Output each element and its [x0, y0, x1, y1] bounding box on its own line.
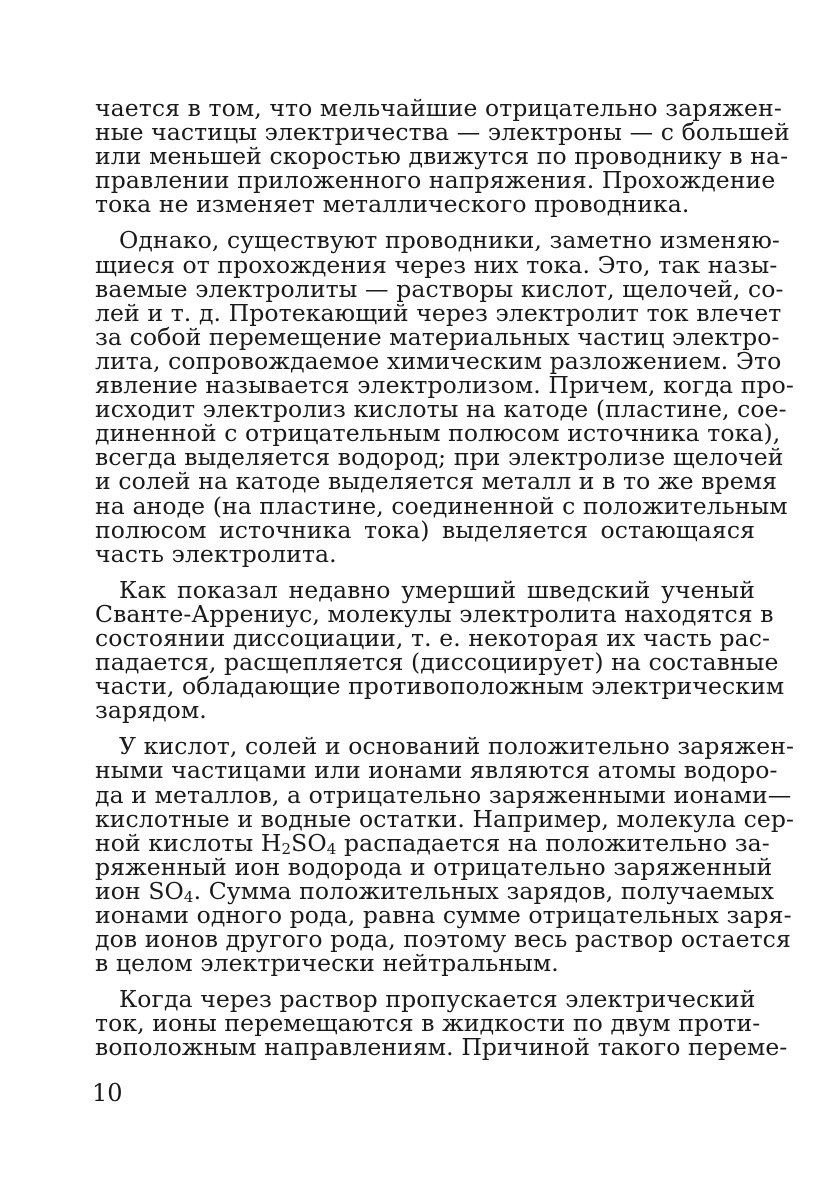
text-line: и солей на катоде выделяется металл и в то же время	[95, 467, 778, 496]
paragraph-5	[95, 985, 788, 1062]
text-line: всегда выделяется водород; при электролизе щелочей	[95, 443, 784, 472]
text-line: Когда через раствор пропускается электрический	[119, 985, 756, 1014]
text-line: правлении приложенного напряжения. Прохождение	[95, 166, 776, 195]
text-span: . Сумма положительных зарядов, получаемых	[193, 876, 775, 905]
text-line: воположным направлениям. Причиной такого переме-	[95, 1033, 788, 1062]
text-line: ток, ионы перемещаются в жидкости по двум проти-	[95, 1009, 761, 1038]
text-line: Как показал недавно умерший шведский ученый	[119, 575, 755, 604]
text-span: распадается на положительно за-	[336, 828, 770, 857]
text-line: части, обладающие противоположным электрическим	[95, 672, 785, 701]
paragraph-4	[95, 732, 795, 978]
text-line: явление называется электролизом. Причем, когда про-	[95, 371, 794, 400]
subscript: 4	[326, 839, 337, 858]
text-span: SO	[291, 828, 327, 857]
text-line: падается, расщепляется (диссоциирует) на составные	[95, 648, 779, 677]
paragraph-1	[95, 94, 790, 219]
text-span: ной кислоты H	[95, 828, 282, 857]
text-line: ионами одного рода, равна сумме отрицательных заря-	[95, 901, 792, 929]
text-line-formula	[95, 876, 775, 906]
text-line: дов ионов другого рода, поэтому весь раствор остается	[95, 925, 791, 954]
text-line: в целом электрически нейтральным.	[95, 949, 559, 978]
text-line-formula	[95, 828, 770, 858]
page-number: 10	[92, 1079, 123, 1107]
text-line: Однако, существуют проводники, заметно изменяю-	[119, 226, 780, 255]
text-line: ваемые электролиты — растворы кислот, щелочей, со-	[95, 274, 784, 303]
text-line: Сванте-Аррениус, молекулы электролита находятся в	[95, 599, 774, 628]
text-line: лита, сопровождаемое химическим разложением. Это	[95, 346, 782, 375]
page-body	[95, 94, 795, 1072]
text-line: состоянии диссоциации, т. е. некоторая их часть рас-	[95, 623, 771, 652]
text-line: исходит электролиз кислоты на катоде (пластине, сое-	[95, 395, 787, 424]
text-line: чается в том, что мельчайшие отрицательно заряжен-	[95, 94, 782, 122]
paragraph-2	[95, 226, 794, 568]
subscript: 4	[183, 887, 194, 906]
text-line: за собой перемещение материальных частиц электро-	[95, 322, 780, 351]
paragraph-3	[95, 575, 785, 725]
text-line: на аноде (на пластине, соединенной с положительным	[95, 491, 788, 520]
text-line: лей и т. д. Протекающий через электролит ток влечет	[95, 298, 782, 327]
text-line: ные частицы электричества — электроны — с большей	[95, 118, 790, 147]
text-line: щиеся от прохождения через них тока. Это, так назы-	[95, 250, 778, 279]
text-line: или меньшей скоростью движутся по проводнику в на-	[95, 142, 789, 171]
text-line: полюсом источника тока) выделяется остающаяся	[95, 515, 755, 544]
text-line: ряженный ион водорода и отрицательно заряженный	[95, 852, 773, 881]
text-line: кислотные и водные остатки. Например, молекула сер-	[95, 804, 795, 833]
text-line: диненной с отрицательным полюсом источника тока),	[95, 419, 781, 448]
text-line: У кислот, солей и оснований положительно заряжен-	[119, 732, 795, 761]
text-line: часть электролита.	[95, 539, 337, 568]
text-line: тока не изменяет металлического проводника.	[95, 190, 690, 219]
text-line: зарядом.	[95, 696, 207, 725]
subscript: 2	[281, 839, 292, 858]
text-line: ными частицами или ионами являются атомы водоро-	[95, 756, 778, 785]
text-line: да и металлов, а отрицательно заряженными ионами—	[95, 780, 792, 809]
text-span: ион SO	[95, 876, 184, 905]
